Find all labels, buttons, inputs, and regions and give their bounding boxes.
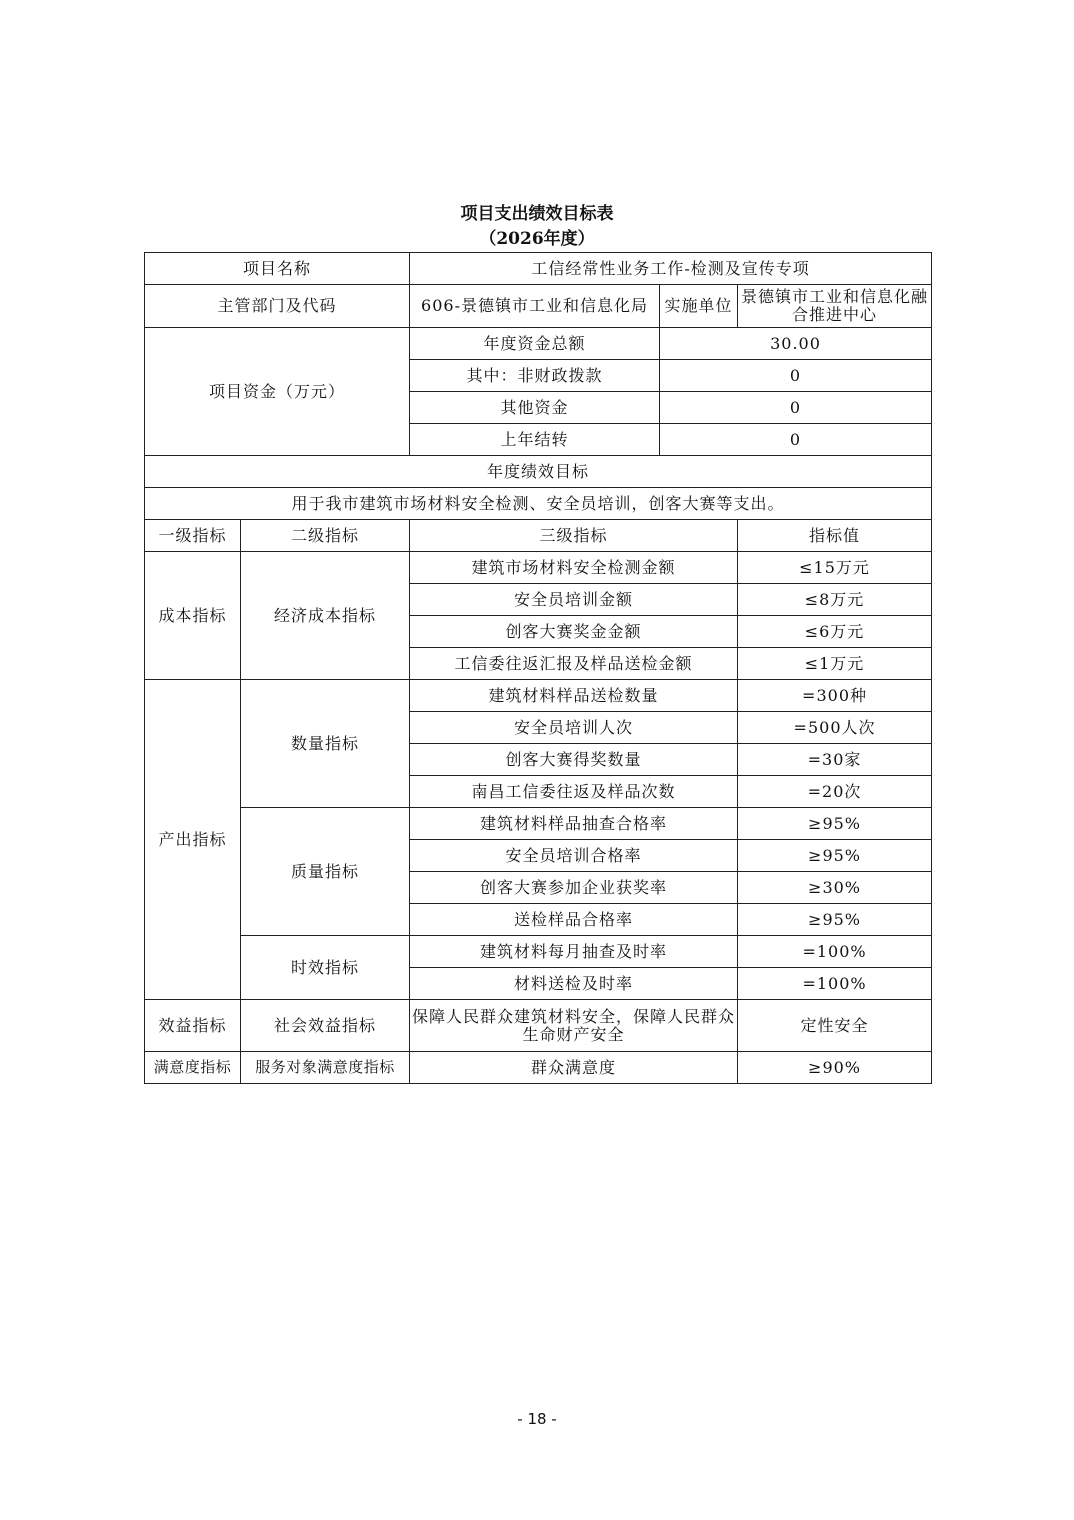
indicator-value: =30家 <box>738 744 932 776</box>
table-row <box>145 808 932 840</box>
indicator-value: =300种 <box>738 680 932 712</box>
indicator-name: 送检样品合格率 <box>410 904 738 936</box>
level2-quantity: 数量指标 <box>241 680 410 808</box>
funds-nonfiscal-value: 0 <box>660 360 932 392</box>
indicator-value: =100% <box>738 936 932 968</box>
indicator-name: 建筑材料样品抽查合格率 <box>410 808 738 840</box>
indicator-name: 保障人民群众建筑材料安全，保障人民群众生命财产安全 <box>410 1000 738 1052</box>
indicator-value: ≥95% <box>738 840 932 872</box>
funds-other-label: 其他资金 <box>410 392 660 424</box>
indicator-value: ≥95% <box>738 904 932 936</box>
funds-nonfiscal-label: 其中：非财政拨款 <box>410 360 660 392</box>
level2-quality: 质量指标 <box>241 808 410 936</box>
funds-label: 项目资金（万元） <box>145 328 410 456</box>
indicator-name: 创客大赛奖金金额 <box>410 616 738 648</box>
page-number: - 18 - <box>517 1410 557 1428</box>
dept-value: 606-景德镇市工业和信息化局 <box>410 285 660 328</box>
table-row <box>145 456 932 488</box>
funds-other-value: 0 <box>660 392 932 424</box>
dept-label: 主管部门及代码 <box>145 285 410 328</box>
table-title: 项目支出绩效目标表 <box>460 204 614 224</box>
indicator-name: 建筑材料样品送检数量 <box>410 680 738 712</box>
table-row <box>145 936 932 968</box>
indicator-value: ≤8万元 <box>738 584 932 616</box>
table-row <box>145 285 932 328</box>
indicator-value: ≥90% <box>738 1052 932 1084</box>
level2-econ-cost: 经济成本指标 <box>241 552 410 680</box>
level1-cost: 成本指标 <box>145 552 241 680</box>
funds-carry-value: 0 <box>660 424 932 456</box>
annual-goal-label: 年度绩效目标 <box>145 456 932 488</box>
table-row <box>145 488 932 520</box>
table-header-row <box>145 520 932 552</box>
indicator-name: 建筑市场材料安全检测金额 <box>410 552 738 584</box>
table-row <box>145 1000 932 1052</box>
indicator-name: 工信委往返汇报及样品送检金额 <box>410 648 738 680</box>
funds-carry-label: 上年结转 <box>410 424 660 456</box>
indicator-name: 创客大赛得奖数量 <box>410 744 738 776</box>
performance-target-table <box>144 252 932 1084</box>
indicator-name: 群众满意度 <box>410 1052 738 1084</box>
level2-service-satisfaction: 服务对象满意度指标 <box>241 1052 410 1084</box>
indicator-name: 安全员培训人次 <box>410 712 738 744</box>
indicator-value: =20次 <box>738 776 932 808</box>
header-value: 指标值 <box>738 520 932 552</box>
indicator-name: 南昌工信委往返及样品次数 <box>410 776 738 808</box>
impl-unit-value: 景德镇市工业和信息化融合推进中心 <box>738 285 932 328</box>
project-name-label: 项目名称 <box>145 253 410 285</box>
indicator-value: 定性安全 <box>738 1000 932 1052</box>
indicator-name: 安全员培训合格率 <box>410 840 738 872</box>
table-row <box>145 253 932 285</box>
header-level2: 二级指标 <box>241 520 410 552</box>
indicator-value: =500人次 <box>738 712 932 744</box>
level1-satisfaction: 满意度指标 <box>145 1052 241 1084</box>
indicator-value: ≤15万元 <box>738 552 932 584</box>
indicator-value: ≥95% <box>738 808 932 840</box>
table-year: （2026年度） <box>479 229 595 249</box>
level2-social: 社会效益指标 <box>241 1000 410 1052</box>
indicator-value: =100% <box>738 968 932 1000</box>
indicator-name: 创客大赛参加企业获奖率 <box>410 872 738 904</box>
annual-goal-text: 用于我市建筑市场材料安全检测、安全员培训，创客大赛等支出。 <box>145 488 932 520</box>
level1-benefit: 效益指标 <box>145 1000 241 1052</box>
table-row <box>145 1052 932 1084</box>
table-row <box>145 552 932 584</box>
indicator-value: ≤1万元 <box>738 648 932 680</box>
indicator-name: 材料送检及时率 <box>410 968 738 1000</box>
table-row <box>145 328 932 360</box>
funds-total-label: 年度资金总额 <box>410 328 660 360</box>
level1-output: 产出指标 <box>145 680 241 1000</box>
level2-timeliness: 时效指标 <box>241 936 410 1000</box>
impl-unit-label: 实施单位 <box>660 285 738 328</box>
indicator-name: 安全员培训金额 <box>410 584 738 616</box>
table-row <box>145 680 932 712</box>
project-name-value: 工信经常性业务工作-检测及宣传专项 <box>410 253 932 285</box>
indicator-value: ≤6万元 <box>738 616 932 648</box>
funds-total-value: 30.00 <box>660 328 932 360</box>
indicator-value: ≥30% <box>738 872 932 904</box>
header-level3: 三级指标 <box>410 520 738 552</box>
indicator-name: 建筑材料每月抽查及时率 <box>410 936 738 968</box>
header-level1: 一级指标 <box>145 520 241 552</box>
